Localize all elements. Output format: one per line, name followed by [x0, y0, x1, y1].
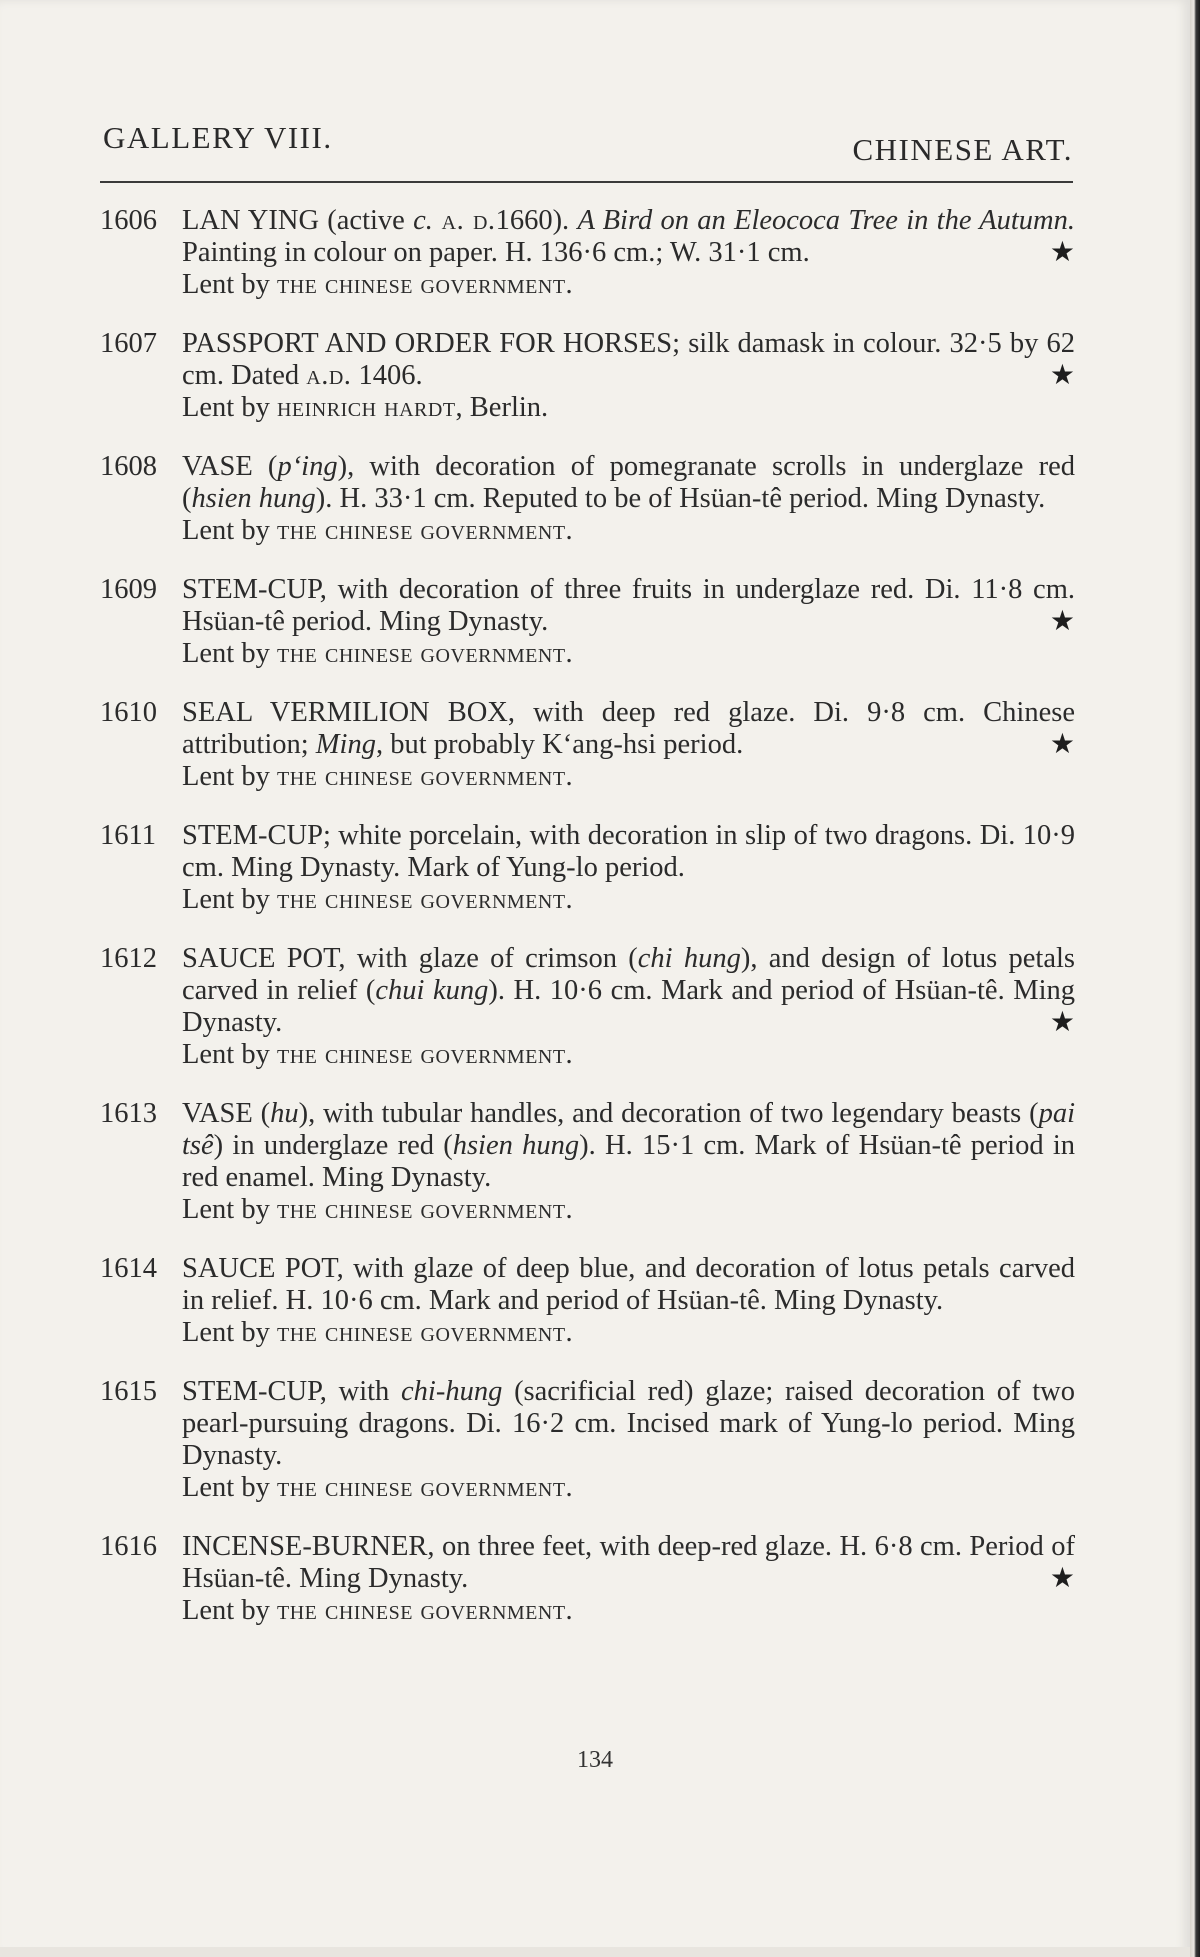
catalogue-entry-1613 [100, 1098, 1075, 1226]
entry-number: 1606 [100, 205, 157, 236]
lender-location: , Berlin. [455, 392, 549, 423]
catalogue-entries [100, 205, 1075, 1654]
lent-by-label: Lent by [182, 1039, 270, 1070]
entry-smallcaps: a.d. [306, 360, 352, 391]
entry-number: 1612 [100, 943, 157, 974]
entry-italic: chi hung [637, 943, 741, 974]
entry-text: 1660). [495, 205, 578, 236]
entry-text: ). H. 10·6 cm. Mark and period of Hsüan-tê. Ming Dynasty. [182, 975, 1075, 1038]
entry-text: ), with decoration of pomegranate scrolls in underglaze red ( [182, 451, 1076, 514]
entry-italic: hsien hung [191, 483, 316, 514]
entry-description [182, 451, 1075, 547]
entry-italic: hu [270, 1098, 299, 1129]
entry-smallcaps: a. d. [432, 205, 496, 236]
entry-description [182, 1531, 1075, 1627]
entry-description [182, 943, 1075, 1071]
lender-line [182, 1317, 1075, 1349]
entry-description [182, 697, 1075, 793]
book-spine-edge [1190, 0, 1200, 1957]
lent-by-label: Lent by [182, 1472, 270, 1503]
lender-line [182, 1472, 1075, 1504]
entry-text: ) in underglaze red ( [213, 1130, 453, 1161]
entry-description [182, 205, 1075, 301]
entry-text: INCENSE-BURNER, on three feet, with deep-red glaze. H. 6·8 cm. Period of Hsüan-tê. Ming Dynasty. [182, 1531, 1075, 1594]
catalogue-entry-1616 [100, 1531, 1075, 1627]
entry-text: ). H. 15·1 cm. Mark of Hsüan-tê period in red enamel. Ming Dynasty. [182, 1130, 1075, 1193]
lender-line [182, 1194, 1075, 1226]
star-icon: ★ [1049, 729, 1075, 760]
entry-number: 1609 [100, 574, 157, 605]
entry-italic: hsien hung [452, 1130, 580, 1161]
entry-number: 1615 [100, 1376, 157, 1407]
lender-name: the chinese government. [276, 761, 574, 792]
lent-by-label: Lent by [182, 1194, 270, 1225]
entry-italic: c. [413, 205, 433, 236]
gallery-heading: GALLERY VIII. [103, 120, 333, 155]
catalogue-entry-1607 [100, 328, 1075, 424]
entry-text: SEAL VERMILION BOX, with deep red glaze. Di. 9·8 cm. Chinese attribution; [182, 697, 1075, 760]
lent-by-label: Lent by [182, 392, 270, 423]
entry-text: 1406. [351, 360, 423, 391]
entry-description [182, 574, 1075, 670]
entry-italic: p‘ing [277, 451, 338, 482]
entry-text: Painting in colour on paper. H. 136·6 cm.; W. 31·1 cm. [182, 237, 810, 268]
lender-line [182, 269, 1075, 301]
lender-name: the chinese government. [276, 884, 574, 915]
star-icon: ★ [1049, 1563, 1075, 1594]
entry-italic: A Bird on an Eleococa Tree in the Autumn. [577, 205, 1076, 236]
entry-text: PASSPORT AND ORDER FOR HORSES; silk damask in colour. 32·5 by 62 cm. Dated [182, 328, 1075, 391]
catalogue-entry-1615 [100, 1376, 1075, 1504]
entry-number: 1608 [100, 451, 157, 482]
catalogue-entry-1611 [100, 820, 1075, 916]
page-bottom-edge [0, 1947, 1190, 1957]
star-icon: ★ [1049, 1007, 1075, 1038]
entry-text: VASE ( [182, 1098, 271, 1129]
entry-text: ). H. 33·1 cm. Reputed to be of Hsüan-tê period. Ming Dynasty. [315, 483, 1046, 514]
section-heading: CHINESE ART. [852, 132, 1073, 167]
entry-italic: chi-hung [401, 1376, 503, 1407]
entry-number: 1607 [100, 328, 157, 359]
entry-text: ), and design of lotus petals carved in relief ( [182, 943, 1075, 1006]
entry-number: 1610 [100, 697, 157, 728]
lender-name: the chinese government. [276, 1317, 574, 1348]
lender-line [182, 515, 1075, 547]
entry-text: SAUCE POT, with glaze of crimson ( [182, 943, 638, 974]
entry-number: 1611 [100, 820, 156, 851]
lent-by-label: Lent by [182, 761, 270, 792]
entry-number: 1616 [100, 1531, 157, 1562]
lent-by-label: Lent by [182, 269, 270, 300]
entry-text: SAUCE POT, with glaze of deep blue, and decoration of lotus petals carved in relief. H. 10·6 cm. Mark and period of Hsüan-tê. Ming Dynasty. [182, 1253, 1075, 1316]
star-icon: ★ [1049, 237, 1075, 268]
lent-by-label: Lent by [182, 884, 270, 915]
star-icon: ★ [1049, 606, 1075, 637]
lender-name: the chinese government. [276, 1595, 574, 1626]
lender-name: the chinese government. [276, 1039, 574, 1070]
entry-number: 1613 [100, 1098, 157, 1129]
catalogue-entry-1606 [100, 205, 1075, 301]
lender-name: the chinese government. [276, 269, 574, 300]
entry-text: VASE ( [182, 451, 278, 482]
catalogue-entry-1609 [100, 574, 1075, 670]
entry-description [182, 1376, 1075, 1504]
entry-text: ), with tubular handles, and decoration of two legendary beasts ( [298, 1098, 1039, 1129]
lender-name: the chinese government. [276, 638, 574, 669]
lender-name: the chinese government. [276, 515, 574, 546]
entry-text: STEM-CUP, with [182, 1376, 402, 1407]
entry-description [182, 1098, 1075, 1226]
entry-number: 1614 [100, 1253, 157, 1284]
lender-line [182, 638, 1075, 670]
lender-line [182, 392, 1075, 424]
catalogue-entry-1612 [100, 943, 1075, 1071]
page-number: 134 [577, 1747, 613, 1773]
catalogue-entry-1614 [100, 1253, 1075, 1349]
lender-name: the chinese government. [276, 1472, 574, 1503]
lender-name: heinrich hardt [276, 392, 456, 423]
lent-by-label: Lent by [182, 1595, 270, 1626]
entry-description [182, 820, 1075, 916]
catalogue-entry-1608 [100, 451, 1075, 547]
entry-text: STEM-CUP, with decoration of three fruits in underglaze red. Di. 11·8 cm. Hsüan-tê period. Ming Dynasty. [182, 574, 1075, 637]
lent-by-label: Lent by [182, 515, 270, 546]
star-icon: ★ [1049, 360, 1075, 391]
catalogue-entry-1610 [100, 697, 1075, 793]
lent-by-label: Lent by [182, 638, 270, 669]
lender-line [182, 1039, 1075, 1071]
running-header [103, 112, 1073, 172]
lender-name: the chinese government. [276, 1194, 574, 1225]
lent-by-label: Lent by [182, 1317, 270, 1348]
entry-description [182, 1253, 1075, 1349]
entry-italic: Ming [315, 729, 376, 760]
entry-italic: pai tsê [182, 1098, 1075, 1161]
lender-line [182, 761, 1075, 793]
entry-description [182, 328, 1075, 424]
lender-line [182, 884, 1075, 916]
entry-text: (sacrificial red) glaze; raised decoration of two pearl-pursuing dragons. Di. 16·2 cm. Incised mark of Yung-lo period. Ming Dynasty. [182, 1376, 1075, 1471]
entry-italic: chui kung [375, 975, 489, 1006]
header-rule [100, 181, 1073, 183]
entry-text: LAN YING (active [182, 205, 414, 236]
entry-text: , but probably K‘ang-hsi period. [375, 729, 744, 760]
lender-line [182, 1595, 1075, 1627]
entry-text: STEM-CUP; white porcelain, with decoration in slip of two dragons. Di. 10·9 cm. Ming Dynasty. Mark of Yung-lo period. [182, 820, 1075, 883]
